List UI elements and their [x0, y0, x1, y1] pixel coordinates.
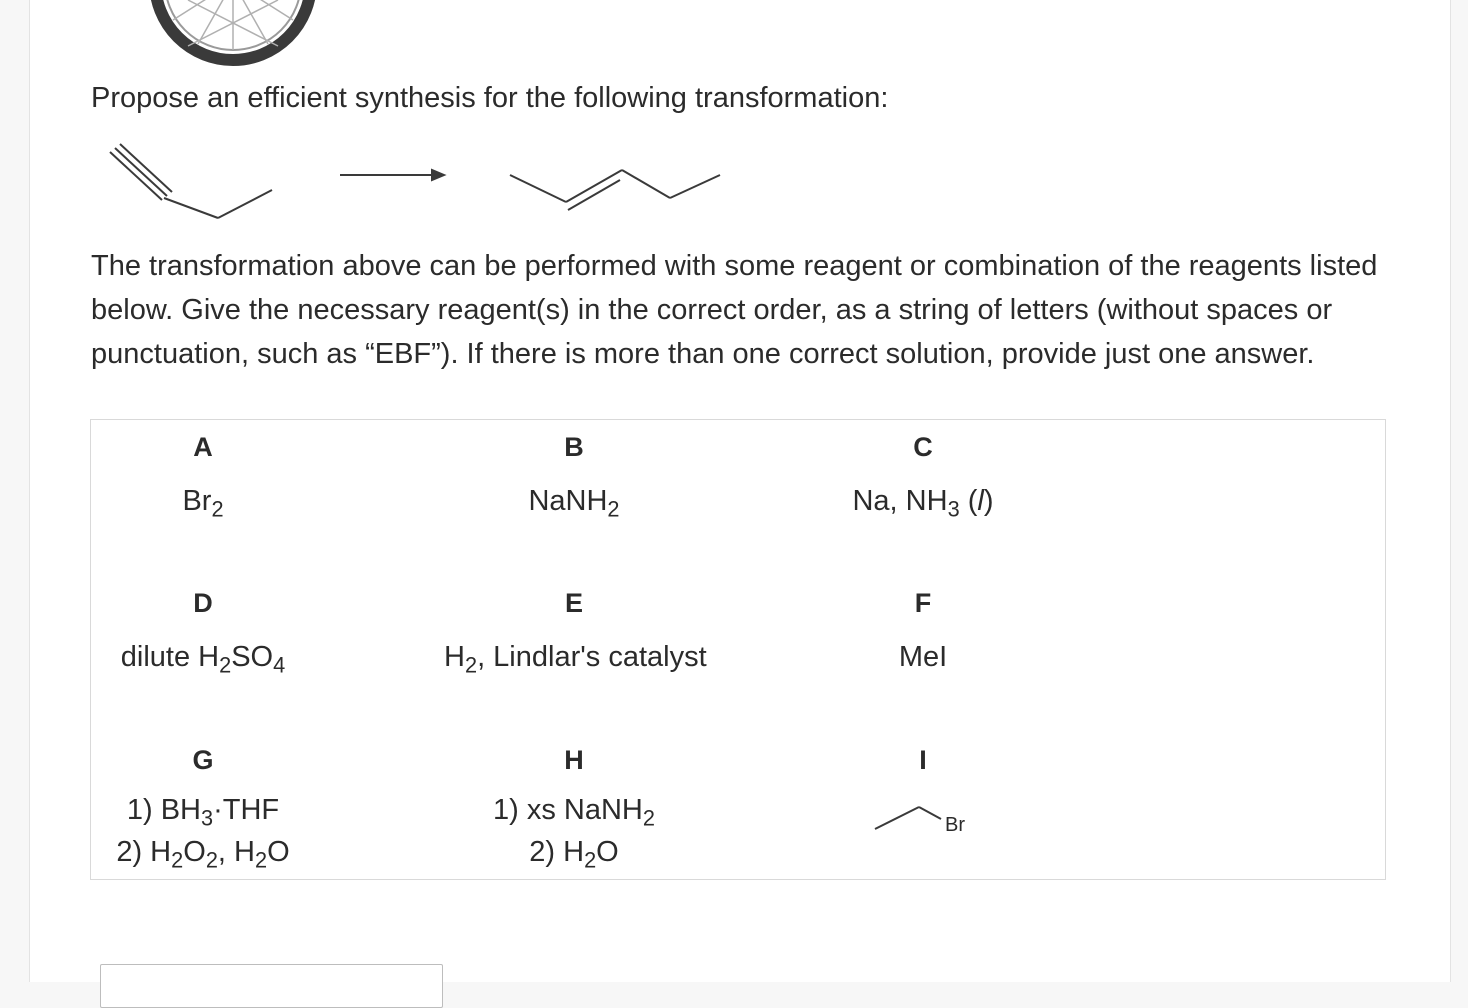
- reagent-text: NaNH$_2$: [528, 485, 620, 522]
- reagent-cell-i: [793, 745, 1053, 848]
- reagent-text: 1) xs NaNH$_2$ 2) $H_2O$: [493, 794, 655, 873]
- product-alkene: [510, 170, 720, 210]
- reagent-table: [90, 419, 1386, 880]
- reagent-letter: F: [914, 588, 932, 618]
- wheel-image: [128, 0, 338, 70]
- reagent-text: MeI: [898, 641, 948, 673]
- reagent-cell-g: [73, 745, 333, 873]
- reagent-letter: A: [193, 432, 213, 462]
- reagent-letter: D: [193, 588, 213, 618]
- reagent-letter: E: [564, 588, 583, 618]
- reagent-text: dilute $H_2SO_4$: [120, 641, 286, 678]
- ethyl-bromide-structure: [863, 793, 983, 843]
- reagent-letter: H: [564, 745, 584, 775]
- reagent-cell-d: [73, 588, 333, 678]
- instructions-text: The transformation above can be performed with some reagent or combination of the reagents listed below. Give the necessary reagent(s) in the correct order, as a string of letters (without spaces or punctuation, such as “EBF”). If there is more than one correct solution, provide just one answer.: [91, 250, 1378, 370]
- reagent-cell-a: [73, 432, 333, 522]
- reagent-letter: I: [919, 745, 927, 775]
- reagent-cell-e: [444, 588, 707, 678]
- reagent-text: $H_2$, Lindlar's catalyst: [444, 641, 707, 678]
- reagent-cell-h: [444, 745, 704, 873]
- reagent-text: Na, $NH_3$ (l): [852, 485, 994, 522]
- reagent-letter: C: [913, 432, 933, 462]
- question-prompt: Propose an efficient synthesis for the following transformation:: [91, 82, 889, 114]
- starting-material-alkyne: [110, 144, 272, 218]
- reagent-letter: B: [564, 432, 584, 462]
- reaction-scheme: [100, 140, 740, 230]
- reagent-letter: G: [192, 745, 214, 775]
- reagent-cell-b: [444, 432, 704, 522]
- reagent-text: 1) $BH_3\cdot THF$ 2) $H_2O_2$, $H_2O$: [116, 794, 290, 873]
- bromine-label: Br: [945, 814, 965, 836]
- reagent-cell-c: [793, 432, 1053, 522]
- reaction-arrow: [340, 170, 444, 180]
- reagent-cell-f: [793, 588, 1053, 678]
- answer-input[interactable]: [100, 964, 443, 1008]
- reagent-text: $Br_2$: [182, 485, 224, 522]
